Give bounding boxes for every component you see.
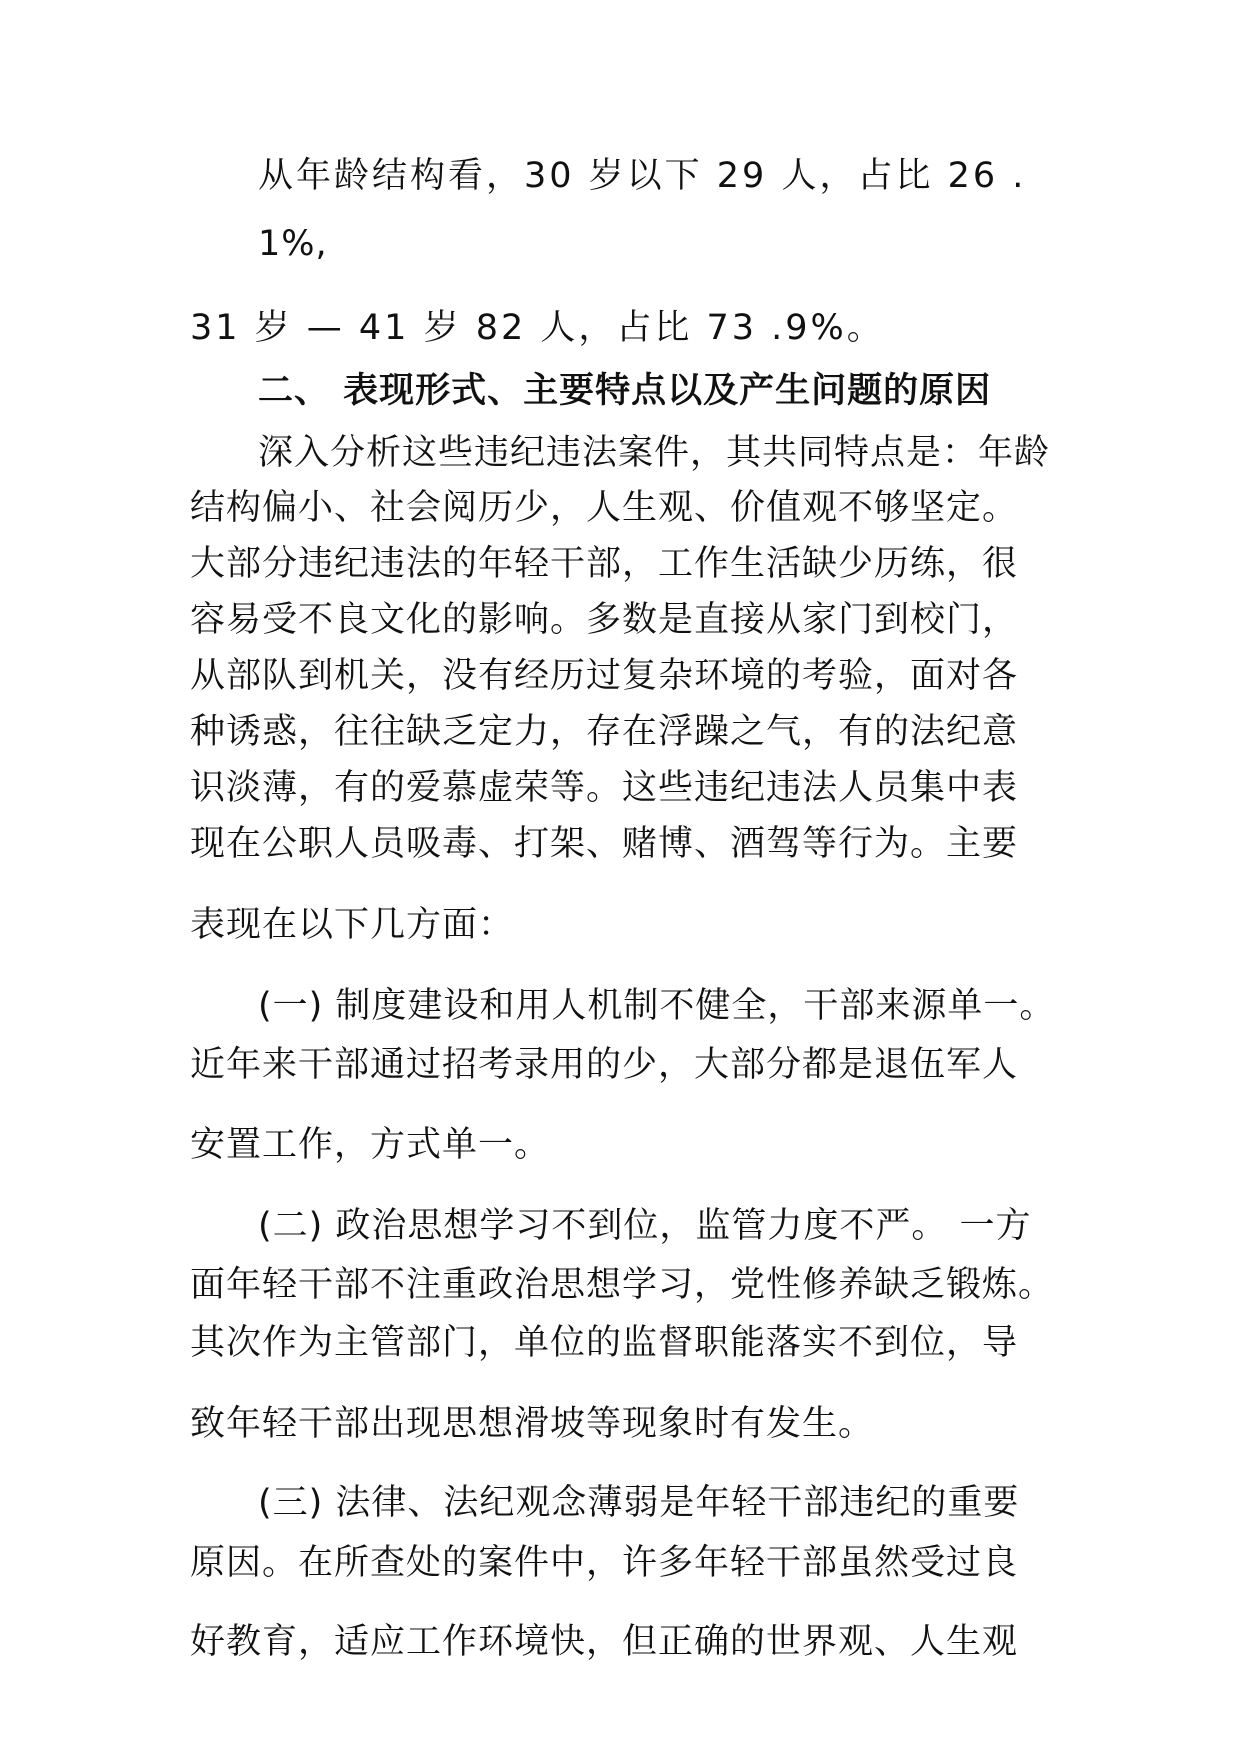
paragraph-line: 容易受不良文化的影响。多数是直接从家门到校门，	[190, 600, 1019, 640]
paragraph-line: 1%,	[258, 224, 328, 264]
paragraph-line: 31 岁 — 41 岁 82 人，占比 73 .9%。	[190, 308, 885, 348]
paragraph-line: 深入分析这些违纪违法案件，其共同特点是：年龄	[258, 433, 1051, 473]
paragraph-line: 近年来干部通过招考录用的少，大部分都是退伍军人	[190, 1045, 1019, 1085]
list-item-heading: (二) 政治思想学习不到位，监管力度不严。 一方	[258, 1206, 1032, 1246]
paragraph-line: 种诱惑，往往缺乏定力，存在浮躁之气，有的法纪意	[190, 712, 1019, 752]
paragraph-line: 表现在以下几方面：	[190, 905, 515, 945]
section-heading: 二、 表现形式、主要特点以及产生问题的原因	[258, 371, 992, 411]
paragraph-line: 致年轻干部出现思想滑坡等现象时有发生。	[190, 1404, 875, 1444]
paragraph-line: 安置工作，方式单一。	[190, 1125, 551, 1165]
paragraph-line: 结构偏小、社会阅历少，人生观、价值观不够坚定。	[190, 488, 1019, 528]
paragraph-line: 识淡薄，有的爱慕虚荣等。这些违纪违法人员集中表	[190, 768, 1019, 808]
paragraph-line: 面年轻干部不注重政治思想学习，党性修养缺乏锻炼。	[190, 1265, 1055, 1305]
paragraph-line: 大部分违纪违法的年轻干部，工作生活缺少历练，很	[190, 544, 1019, 584]
paragraph-line: 从年龄结构看，30 岁以下 29 人，占比 26 .	[258, 156, 1027, 196]
paragraph-line: 其次作为主管部门，单位的监督职能落实不到位，导	[190, 1323, 1019, 1363]
paragraph-line: 原因。在所查处的案件中，许多年轻干部虽然受过良	[190, 1543, 1019, 1583]
paragraph-line: 从部队到机关，没有经历过复杂环境的考验，面对各	[190, 656, 1019, 696]
paragraph-line: 好教育，适应工作环境快，但正确的世界观、人生观	[190, 1622, 1019, 1662]
list-item-heading: (一) 制度建设和用人机制不健全，干部来源单一。	[258, 986, 1056, 1026]
list-item-heading: (三) 法律、法纪观念薄弱是年轻干部违纪的重要	[258, 1483, 1020, 1523]
paragraph-line: 现在公职人员吸毒、打架、赌博、酒驾等行为。主要	[190, 824, 1019, 864]
